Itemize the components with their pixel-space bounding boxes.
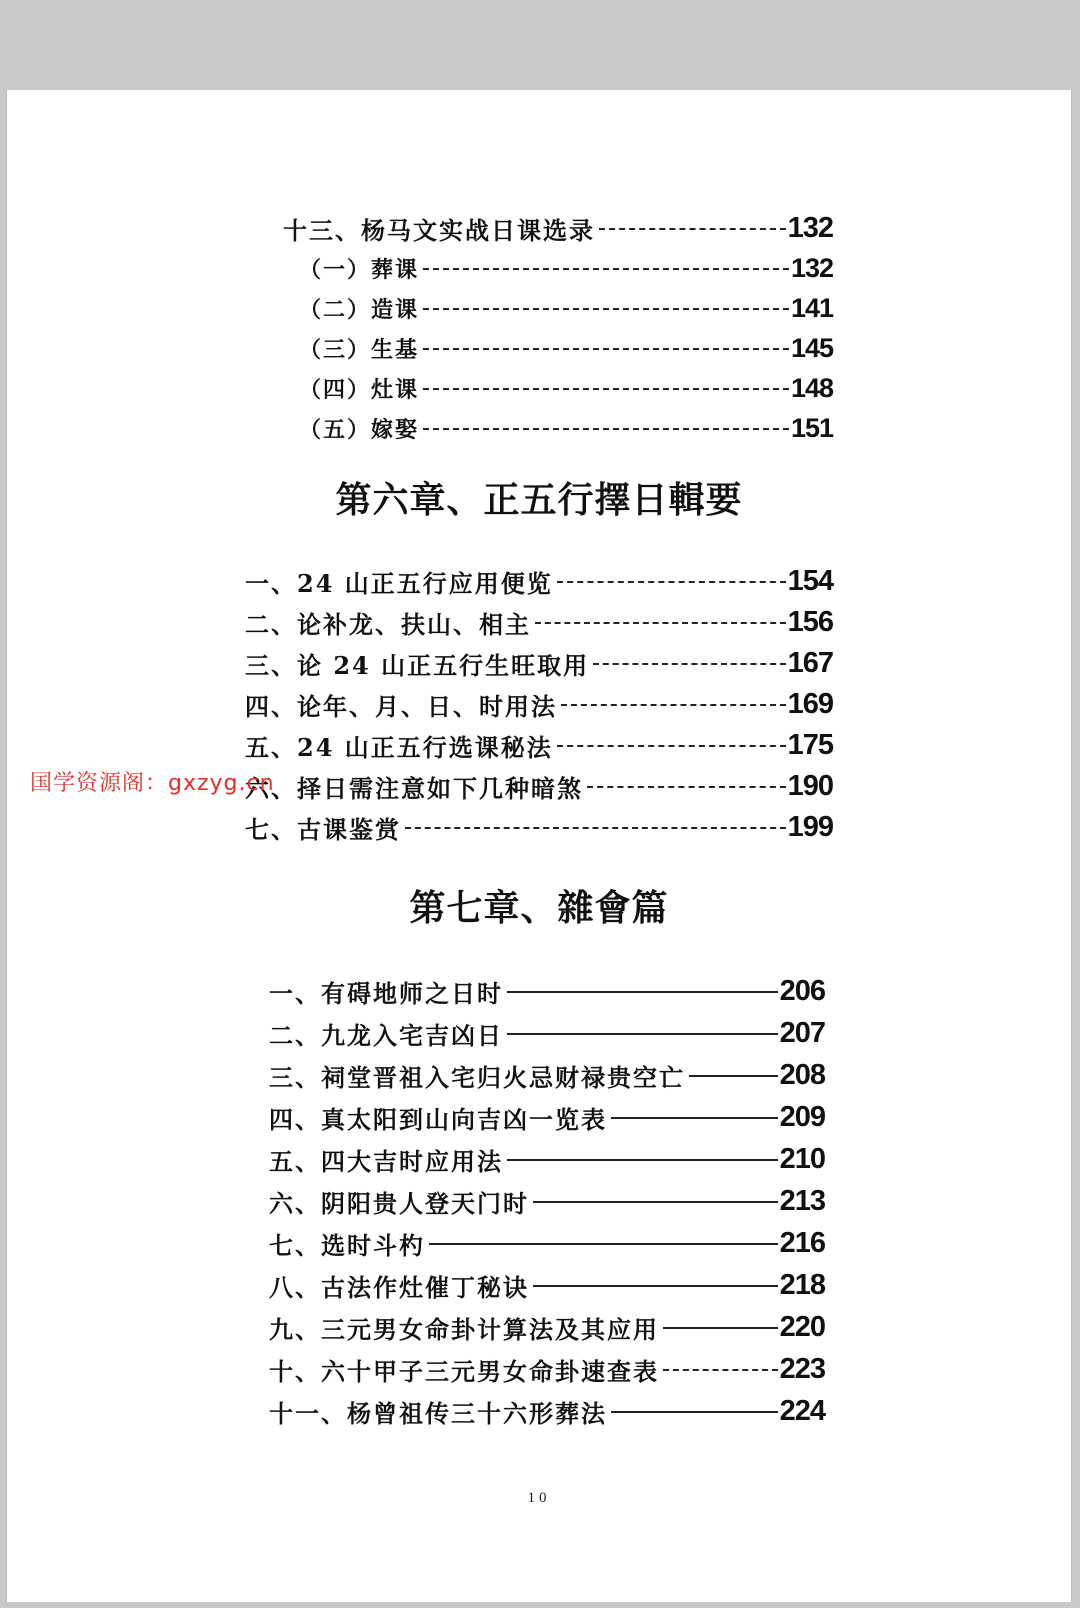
toc-entry-page: 190 [787,769,833,802]
toc-entry-label: （四）灶课 [299,376,420,403]
toc-entry [269,1138,825,1180]
toc-entry [269,1222,825,1264]
toc-entry-label: 一、有碍地师之日时 [269,978,503,1008]
toc-entry-label: 九、三元男女命卦计算法及其应用 [269,1314,659,1344]
toc-subentry [299,368,833,408]
dot-leader [663,1369,778,1371]
toc-entry-label: 七、选时斗杓 [269,1230,425,1260]
toc-entry-label: 一、24 山正五行应用便览 [245,568,553,598]
toc-entry-label: 二、论补龙、扶山、相主 [245,609,531,639]
solid-leader [611,1411,778,1413]
toc-entry-page: 175 [787,728,833,761]
toc-entry-page: 156 [787,605,833,638]
toc-subentry [299,288,833,328]
toc-entry-page: 199 [787,810,833,843]
solid-leader [507,1033,778,1035]
toc-entry-label: （三）生基 [299,336,420,363]
dot-leader [423,308,789,310]
toc-entry-label: 五、四大吉时应用法 [269,1146,503,1176]
toc-entry [269,1264,825,1306]
dot-leader [423,388,789,390]
toc-entry [245,765,833,807]
toc-entry-page: 141 [790,292,833,323]
dot-leader [423,428,789,430]
toc-entry-page: 151 [790,412,833,443]
toc-entry [269,1054,825,1096]
toc-entry-page: 216 [779,1226,825,1259]
toc-entry [245,724,833,766]
dot-leader [557,581,786,583]
dot-leader [405,827,786,829]
toc-entry-page: 206 [779,974,825,1007]
dot-leader [557,745,786,747]
toc-entry-page: 208 [779,1058,825,1091]
solid-leader [663,1327,778,1329]
toc-entry [269,1348,825,1390]
toc-entry-page: 145 [790,332,833,363]
toc-entry-label: 四、真太阳到山向吉凶一览表 [269,1104,607,1134]
toc-entry-label: （一）葬课 [299,256,420,283]
toc-entry-page: 132 [790,252,833,283]
toc-entry-label: 二、九龙入宅吉凶日 [269,1020,503,1050]
dot-leader [561,704,786,706]
solid-leader [533,1201,778,1203]
toc-entry-label: 六、择日需注意如下几种暗煞 [245,773,583,803]
toc-entry-label: 八、古法作灶催丁秘诀 [269,1272,529,1302]
dot-leader [599,228,786,230]
toc-entry-page: 132 [787,211,833,244]
toc-entry [269,1096,825,1138]
dot-leader [423,348,789,350]
toc-entry [245,560,833,602]
dot-leader [593,663,786,665]
toc-entry [269,1180,825,1222]
toc-entry-page: 218 [779,1268,825,1301]
toc-entry-page: 148 [790,372,833,403]
toc-entry-page: 207 [779,1016,825,1049]
chapter-7-title: 第七章、雜會篇 [409,888,669,929]
toc-entry-page: 213 [779,1184,825,1217]
toc-entry [245,601,833,643]
toc-entry-label: 四、论年、月、日、时用法 [245,691,557,721]
toc-subentry [299,248,833,288]
toc-entry [269,1306,825,1348]
toc-entry-page: 224 [779,1394,825,1427]
solid-leader [611,1117,778,1119]
toc-subentry [299,408,833,448]
toc-entry-label: 三、祠堂晋祖入宅归火忌财禄贵空亡 [269,1062,685,1092]
toc-entry [269,1390,825,1432]
watermark-text: 国学资源阁：gxzyg.cn [30,771,275,796]
toc-entry [245,683,833,725]
toc-entry-label: （五）嫁娶 [299,416,420,443]
toc-entry [245,806,833,848]
toc-entry-page: 223 [779,1352,825,1385]
dot-leader [423,268,789,270]
solid-leader [429,1243,778,1245]
toc-entry-page: 220 [779,1310,825,1343]
toc-entry-label: 十、六十甲子三元男女命卦速查表 [269,1356,659,1386]
toc-subentry [299,328,833,368]
solid-leader [507,991,778,993]
chapter-6-title: 第六章、正五行擇日輯要 [335,480,743,521]
toc-entry-page: 210 [779,1142,825,1175]
toc-entry-label: 十三、杨马文实战日课选录 [283,215,595,245]
toc-entry-label: （二）造课 [299,296,420,323]
toc-entry [269,1012,825,1054]
solid-leader [689,1075,778,1077]
dot-leader [587,786,786,788]
toc-entry-label: 六、阴阳贵人登天门时 [269,1188,529,1218]
toc-entry-label: 七、古课鉴赏 [245,814,401,844]
solid-leader [507,1159,778,1161]
toc-entry-page: 169 [787,687,833,720]
toc-entry-label: 五、24 山正五行选课秘法 [245,732,553,762]
toc-entry-page: 209 [779,1100,825,1133]
toc-entry-page: 154 [787,564,833,597]
dot-leader [535,622,786,624]
toc-entry-label: 三、论 24 山正五行生旺取用 [245,650,590,680]
toc-entry-page: 167 [787,646,833,679]
toc-entry-13 [283,208,833,248]
toc-entry [269,970,825,1012]
toc-entry-label: 十一、杨曾祖传三十六形葬法 [269,1398,607,1428]
toc-entry [245,642,833,684]
solid-leader [533,1285,778,1287]
page-number: 10 [527,1490,551,1506]
document-page [6,90,1072,1602]
